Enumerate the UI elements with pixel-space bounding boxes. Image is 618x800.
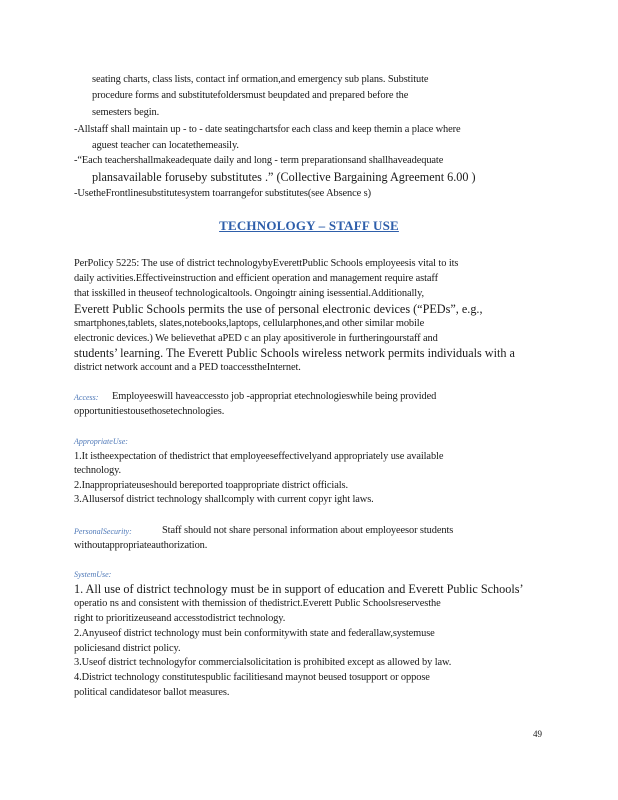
appropriate-use-label: AppropriateUse: [74, 437, 128, 446]
system-use-line-3: right to prioritizeuseand accesstodistrict technology. [74, 613, 286, 624]
access-line-1: Employeeswill haveaccessto job -appropriat etechnologieswhile being provided [112, 391, 437, 402]
intro-line-5: aguest teacher can locatethemeasily. [92, 140, 239, 151]
policy-line-5: smartphones,tablets, slates,notebooks,laptops, cellularphones,and other similar mobile [74, 318, 425, 329]
intro-line-3: semesters begin. [92, 107, 160, 118]
intro-line-7: plansavailable foruseby substitutes .” (Collective Bargaining Agreement 6.00 ) [92, 170, 476, 184]
appropriate-use-line-3: 2.Inappropriateuseshould bereported toappropriate district officials. [74, 480, 348, 491]
system-use-line-6: 3.Useof district technologyfor commercialsolicitation is prohibited except as allowed by law. [74, 657, 452, 668]
system-use-line-5: policiesand district policy. [74, 643, 181, 654]
intro-line-2: procedure forms and substitutefoldersmust beupdated and prepared before the [92, 90, 409, 101]
intro-line-4: -Allstaff shall maintain up - to - date seatingchartsfor each class and keep themin a place where [74, 124, 461, 135]
intro-line-8: -UsetheFrontlinesubstitutesystem toarrangefor substitutes(see Absence s) [74, 188, 371, 199]
system-use-line-1: 1. All use of district technology must be in support of education and Everett Public Schools’ [74, 582, 524, 596]
system-use-line-8: political candidatesor ballot measures. [74, 687, 230, 698]
policy-line-7: students’ learning. The Everett Public Schools wireless network permits individuals with a [74, 346, 515, 360]
system-use-label: SystemUse: [74, 570, 112, 579]
access-line-2: opportunitiestousethosetechnologies. [74, 406, 225, 417]
system-use-line-4: 2.Anyuseof district technology must bein conformitywith state and federallaw,systemuse [74, 628, 435, 639]
intro-line-1: seating charts, class lists, contact inf ormation,and emergency sub plans. Substitute [92, 74, 429, 85]
personal-security-line-1: Staff should not share personal information about employeesor students [162, 525, 454, 536]
section-heading: TECHNOLOGY – STAFF USE [219, 218, 399, 233]
appropriate-use-line-1: 1.It istheexpectation of thedistrict that employeeseffectivelyand appropriately use available [74, 451, 444, 462]
access-label: Access: [74, 393, 99, 402]
policy-line-3: that isskilled in theuseof technologicaltools. Ongoingtr aining isessential.Additionally, [74, 288, 425, 299]
policy-line-6: electronic devices.) We believethat aPED c an play apositiverole in furtheringourstaff and [74, 333, 438, 344]
personal-security-line-2: withoutappropriateauthorization. [74, 540, 208, 551]
personal-security-label: PersonalSecurity: [74, 527, 132, 536]
policy-line-4: Everett Public Schools permits the use of personal electronic devices (“PEDs”, e.g., [74, 302, 483, 316]
appropriate-use-line-2: technology. [74, 465, 121, 476]
policy-line-1: PerPolicy 5225: The use of district technologybyEverettPublic Schools employeesis vital to its [74, 258, 459, 269]
intro-line-6: -“Each teachershallmakeadequate daily and long - term preparationsand shallhaveadequate [74, 155, 444, 166]
policy-line-2: daily activities.Effectiveinstruction and efficient operation and management require astaff [74, 273, 438, 284]
system-use-line-7: 4.District technology constitutespublic facilitiesand maynot beused tosupport or oppose [74, 672, 430, 683]
system-use-line-2: operatio ns and consistent with themission of thedistrict.Everett Public Schoolsreservesthe [74, 598, 441, 609]
policy-line-8: district network account and a PED toaccesstheInternet. [74, 362, 301, 373]
appropriate-use-line-4: 3.Allusersof district technology shallcomply with current copyr ight laws. [74, 494, 374, 505]
page-number: 49 [533, 729, 542, 739]
